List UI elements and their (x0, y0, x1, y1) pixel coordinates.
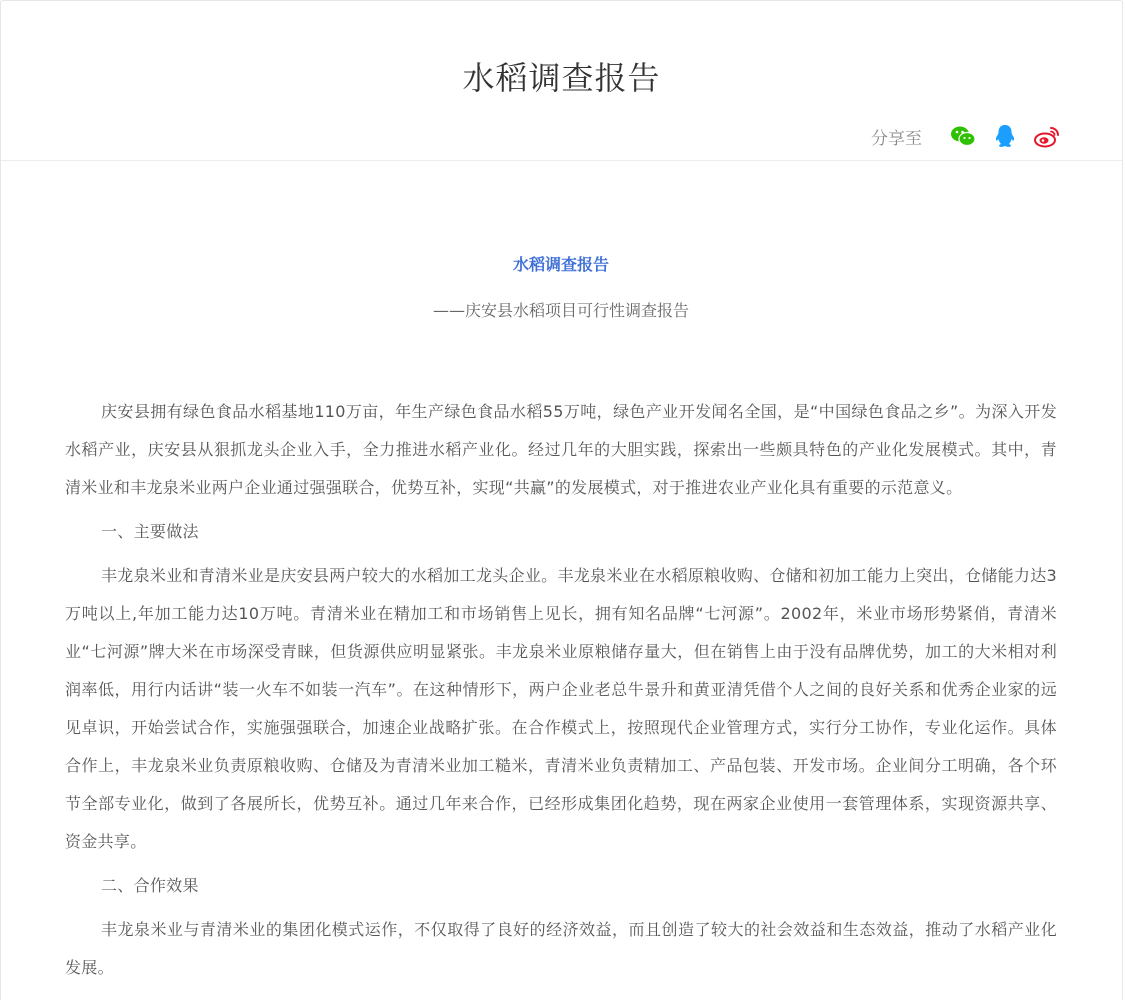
document-header (1, 1, 1122, 161)
paragraph-intro: 庆安县拥有绿色食品水稻基地110万亩，年生产绿色食品水稻55万吨，绿色产业开发闻名全国，是“中国绿色食品之乡”。为深入开发水稻产业，庆安县从狠抓龙头企业入手，全力推进水稻产业化。经过几年的大胆实践，探索出一些颇具特色的产业化发展模式。其中，青清米业和丰龙泉米业两户企业通过强强联合，优势互补，实现“共赢”的发展模式，对于推进农业产业化具有重要的示范意义。 (65, 402, 1057, 497)
share-weibo-button[interactable] (1032, 121, 1062, 151)
share-qq-button[interactable] (990, 121, 1020, 151)
section-heading-methods: 一、主要做法 (101, 522, 199, 541)
article-body (65, 161, 1057, 993)
qq-icon (990, 121, 1020, 151)
article-title: 水稻调查报告 (512, 255, 609, 274)
paragraph-methods: 丰龙泉米业和青清米业是庆安县两户较大的水稻加工龙头企业。丰龙泉米业在水稻原粮收购、仓储和初加工能力上突出，仓储能力达3万吨以上,年加工能力达10万吨。青清米业在精加工和市场销售上见长，拥有知名品牌“七河源”。2002年，米业市场形势紧俏，青清米业“七河源”牌大米在市场深受青睐，但货源供应明显紧张。丰龙泉米业原粮储存量大，但在销售上由于没有品牌优势，加工的大米相对利润率低，用行内话讲“装一火车不如装一汽车”。在这种情形下，两户企业老总牛景升和黄亚清凭借个人之间的良好关系和优秀企业家的远见卓识，开始尝试合作，实施强强联合，加速企业战略扩张。在合作模式上，按照现代企业管理方式，实行分工协作，专业化运作。具体合作上，丰龙泉米业负责原粮收购、仓储及为青清米业加工糙米，青清米业负责精加工、产品包装、开发市场。企业间分工明确，各个环节全部专业化，做到了各展所长，优势互补。通过几年来合作，已经形成集团化趋势，现在两家企业使用一套管理体系，实现资源共享、资金共享。 (65, 566, 1057, 851)
share-label: 分享至 (871, 128, 922, 149)
article-subtitle: ——庆安县水稻项目可行性调查报告 (432, 301, 689, 320)
wechat-icon (948, 121, 978, 151)
share-wechat-button[interactable] (948, 121, 978, 151)
weibo-icon (1032, 121, 1062, 151)
article-paragraphs (65, 393, 1057, 987)
share-bar (871, 121, 1062, 151)
section-heading-effects: 二、合作效果 (101, 876, 199, 895)
paragraph-effects: 丰龙泉米业与青清米业的集团化模式运作，不仅取得了良好的经济效益，而且创造了较大的社会效益和生态效益，推动了水稻产业化发展。 (65, 920, 1057, 977)
page-title: 水稻调查报告 (462, 59, 661, 97)
